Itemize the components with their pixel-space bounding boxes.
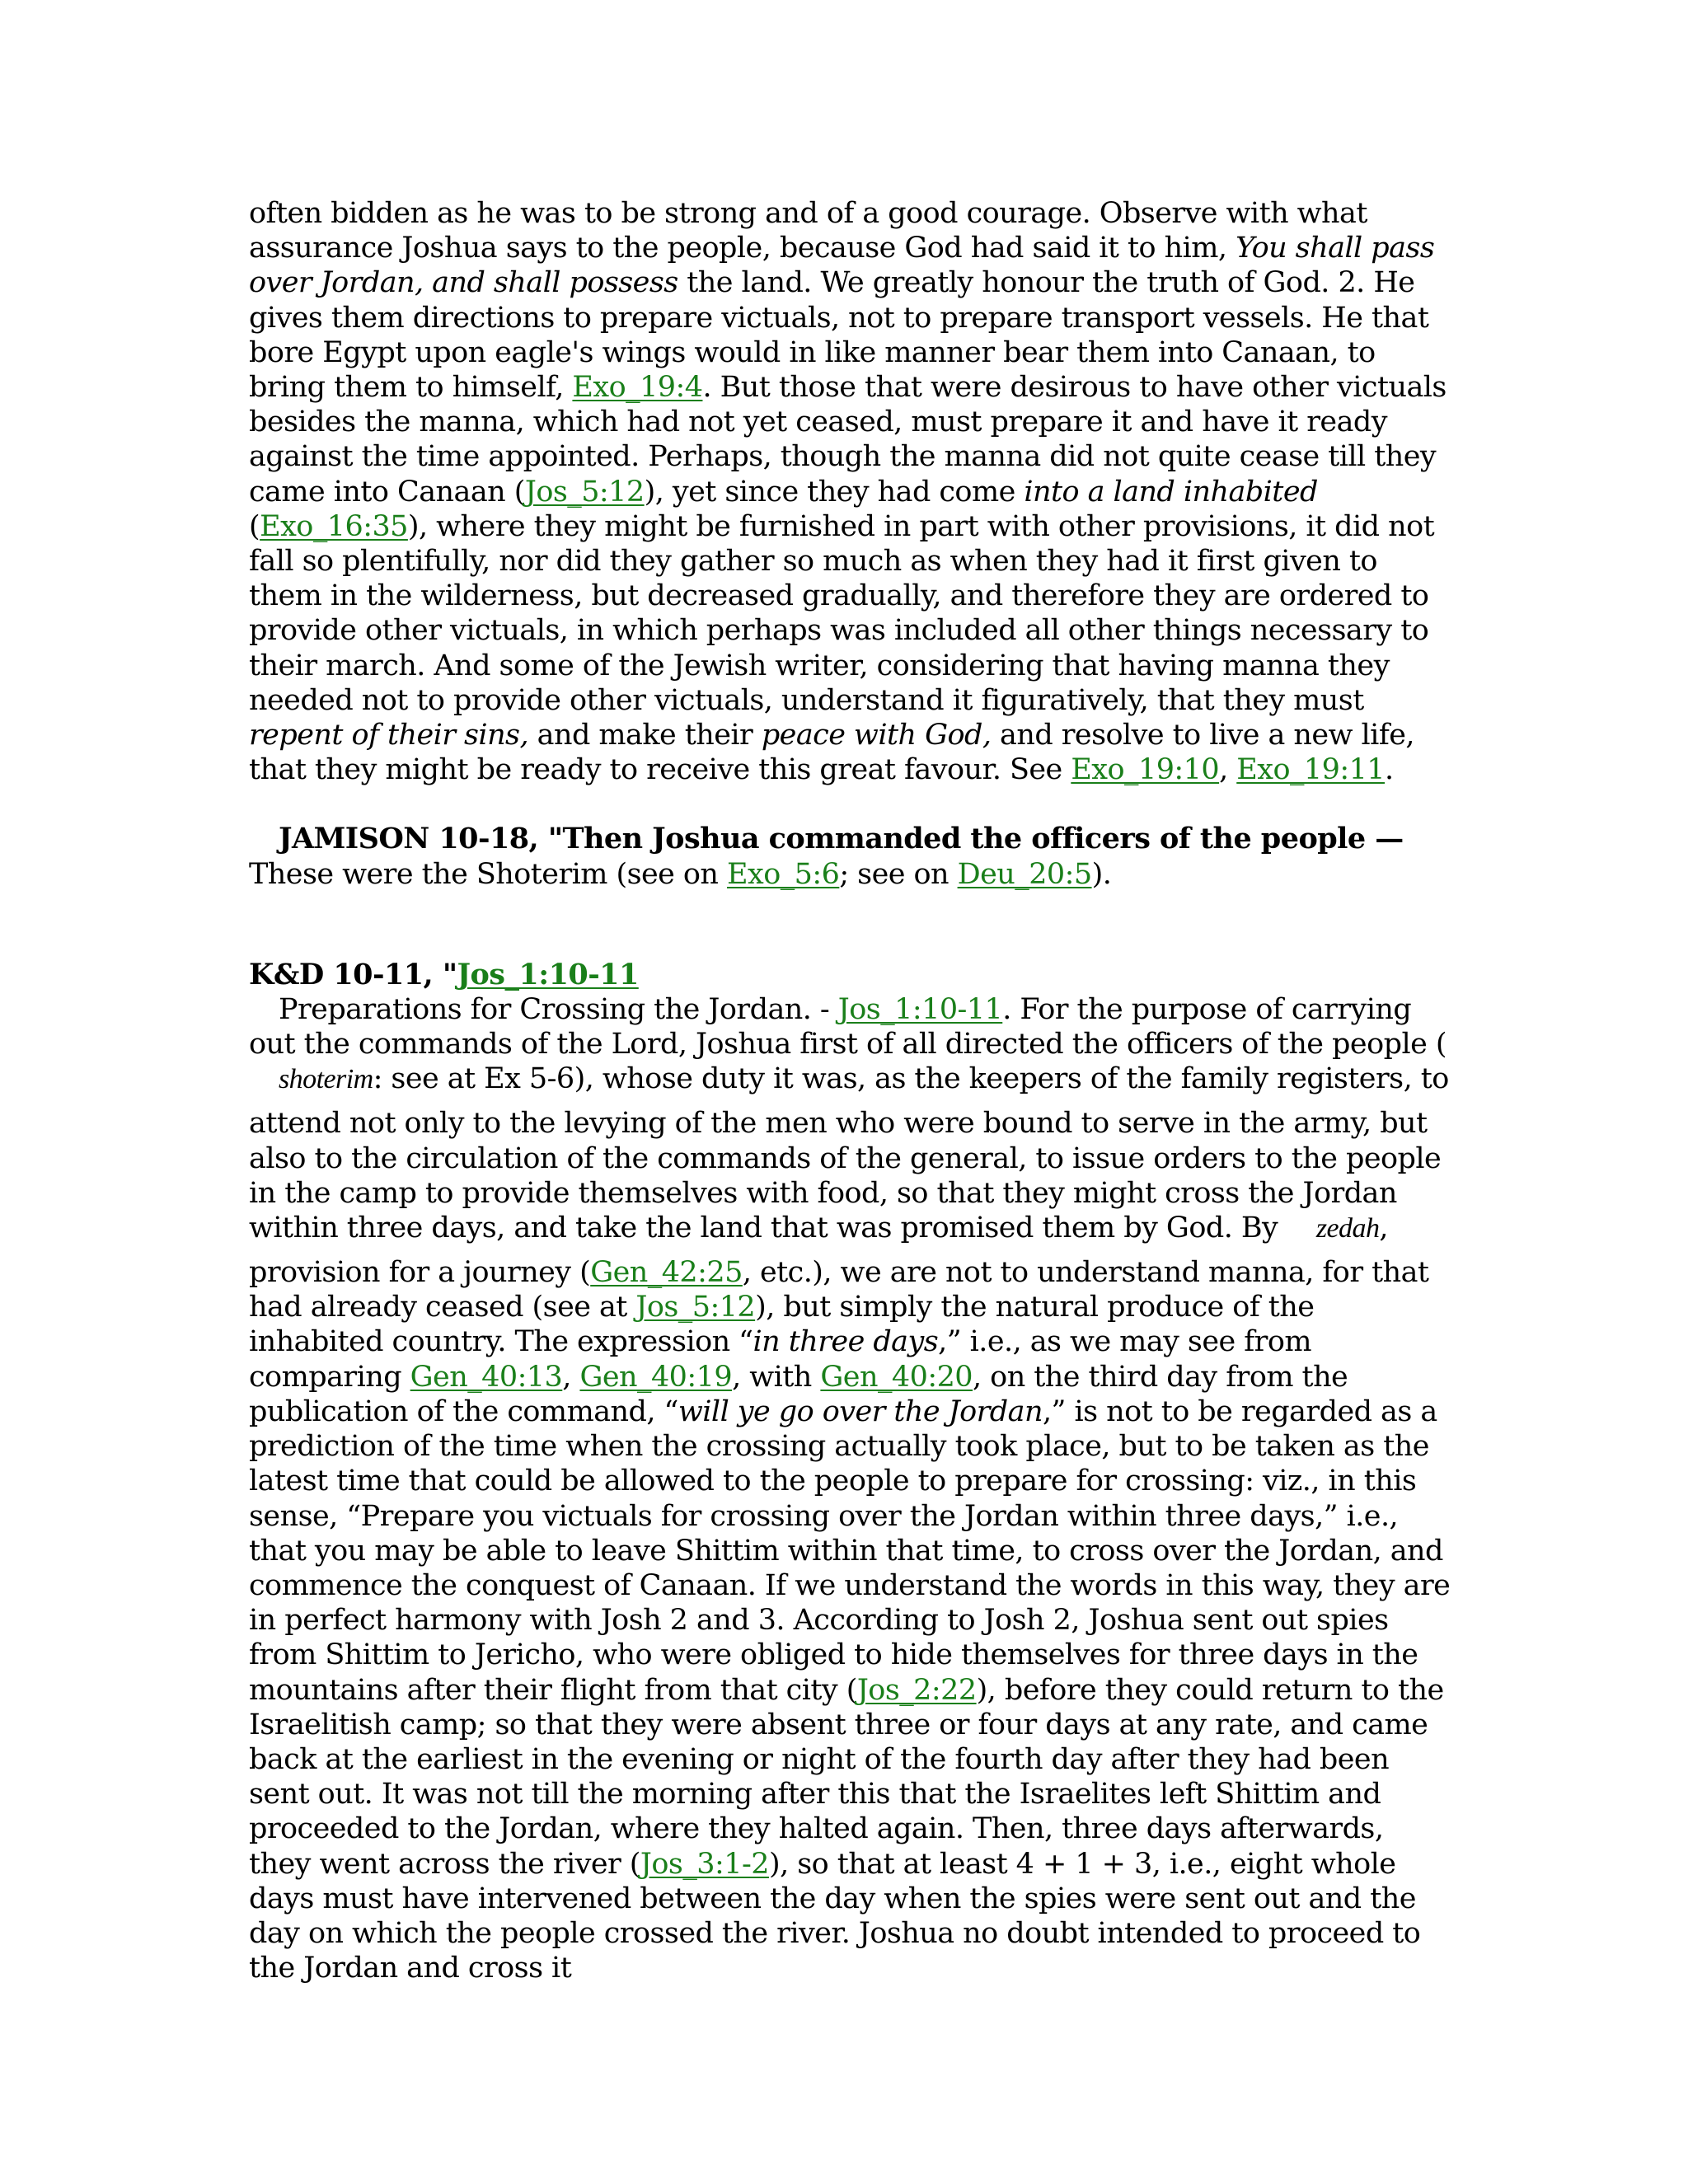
text-run: ), so that at least 4 + 1 + 3, i.e., eight whole days must have intervened between the day when the spies were sent out and the day on which the people crossed the river. Joshua no doubt intended to proceed to the Jordan and cross it	[249, 1847, 1421, 1985]
document-page	[249, 196, 1452, 1985]
scripture-link-gen-42-25[interactable]: Gen_42:25	[590, 1256, 743, 1290]
scripture-link-exo-5-6[interactable]: Exo_5:6	[727, 857, 840, 891]
text-run: ,” is not to be regarded as a prediction of the time when the crossing actually took place, but to be taken as the latest time that could be allowed to the people to prepare for crossing: viz., in this sense, “Prepare you victuals for crossing over the Jordan within three days,” i.e., that you may be able to leave Shittim within that time, to cross over the Jordan, and commence the conquest of Canaan. If we understand the words in this way, they are in perfect harmony with Josh 2 and 3. According to Josh 2, Joshua sent out spies from Shittim to Jericho, who were obliged to hide themselves for three days in the mountains after their flight from that city (	[249, 1394, 1451, 1707]
scripture-link-gen-40-20[interactable]: Gen_40:20	[820, 1360, 973, 1394]
text-run: : see at Ex 5-6), whose duty it was, as the keepers of the family registers, to attend not only to the levying of the men who were bound to serve in the army, but also to the circulation of the commands of the general, to issue orders to the people in the camp to provide themselves with food, so that they might cross the Jordan within three days, and take the land that was promised them by God. By	[249, 1062, 1449, 1245]
text-run: ,	[1219, 753, 1237, 787]
kd-heading	[249, 958, 1452, 992]
italic-run: in three days	[753, 1325, 939, 1359]
italic-run: will ye go over the Jordan	[678, 1394, 1043, 1428]
text-run: ), but simply the natural produce of the inhabited country. The expression “	[249, 1291, 1315, 1359]
scripture-link-jos-1-10-11[interactable]: Jos_1:10-11	[837, 993, 1003, 1027]
kd-paragraph	[249, 992, 1452, 1985]
text-run: ,	[562, 1360, 580, 1394]
em-dash: —	[1365, 822, 1404, 856]
text-run: the land. We greatly honour the truth of God. 2. He gives them directions to prepare victuals, not to prepare transport vessels. He that bore Egypt upon eagle's wings would in like manner bear them into Canaan, to bring them to himself,	[249, 266, 1429, 405]
kd-heading-text: K&D 10-11, "	[249, 957, 457, 991]
text-run: These were the Shoterim (see on	[249, 857, 727, 891]
text-run: . For the purpose of carrying out the commands of the Lord, Joshua first of all directed the officers of the people (	[249, 993, 1447, 1062]
text-run: ), where they might be furnished in part with other provisions, it did not fall so plentifully, nor did they gather so much as when they had it first given to them in the wilderness, but decreased gradually, and therefore they are ordered to provide other victuals, in which perhaps was included all other things necessary to their march. And some of the Jewish writer, considering that having manna they needed not to provide other victuals, understand it figuratively, that they must	[249, 509, 1435, 717]
text-run: (	[249, 509, 260, 543]
scripture-link-gen-40-13[interactable]: Gen_40:13	[410, 1360, 563, 1394]
text-run: ), yet since they had come	[644, 475, 1025, 509]
text-run: ,” i.e., as we may see from comparing	[249, 1325, 1311, 1394]
italic-run: peace with God,	[761, 719, 992, 752]
text-run: , with	[732, 1360, 821, 1394]
hebrew-term-shoterim: shoterim	[279, 1064, 373, 1095]
jamison-heading: JAMISON 10-18, "Then Joshua commanded the officers of the people	[279, 822, 1366, 856]
scripture-link-jos-2-22[interactable]: Jos_2:22	[856, 1673, 977, 1707]
text-run: often bidden as he was to be strong and of a good courage. Observe with what assurance Joshua says to the people, because God had said it to him,	[249, 197, 1367, 265]
text-run: .	[1385, 753, 1394, 787]
text-run: ).	[1091, 857, 1112, 891]
scripture-link-exo-19-11[interactable]: Exo_19:11	[1236, 753, 1386, 787]
text-run: , provision for a journey (	[249, 1212, 1388, 1290]
text-run: . But those that were desirous to have other victuals besides the manna, which had not yet ceased, must prepare it and have it ready against the time appointed. Perhaps, though the manna did not quite cease till they came into Canaan (	[249, 371, 1447, 509]
italic-run: repent of their sins,	[249, 719, 529, 752]
text-run: and make their	[528, 719, 762, 752]
scripture-link-exo-19-4[interactable]: Exo_19:4	[572, 371, 703, 405]
scripture-link-jos-3-1-2[interactable]: Jos_3:1-2	[640, 1847, 769, 1881]
hebrew-term-zedah: zedah	[1315, 1213, 1380, 1244]
italic-run: into a land inhabited	[1024, 475, 1318, 509]
scripture-link-jos-5-12[interactable]: Jos_5:12	[524, 475, 645, 509]
text-run: ), before they could return to the Israelitish camp; so that they were absent three or four days at any rate, and came back at the earliest in the evening or night of the fourth day after they had been sent out. It was not till the morning after this that the Israelites left Shittim and proceeded to the Jordan, where they halted again. Then, three days afterwards, they went across the river (	[249, 1673, 1444, 1881]
text-run: , etc.), we are not to understand manna, for that had already ceased (see at	[249, 1256, 1429, 1324]
italic-run: You shall pass over Jordan, and shall possess	[249, 232, 1435, 300]
text-run: and resolve to live a new life, that they might be ready to receive this great favour. See	[249, 719, 1414, 787]
text-run: , on the third day from the publication of the command, “	[249, 1360, 1348, 1428]
scripture-link-exo-16-35[interactable]: Exo_16:35	[260, 509, 408, 543]
scripture-link-jos-5-12[interactable]: Jos_5:12	[635, 1291, 756, 1324]
text-run: ; see on	[839, 857, 958, 891]
scripture-link-deu-20-5[interactable]: Deu_20:5	[957, 857, 1092, 891]
henry-paragraph	[249, 196, 1452, 787]
scripture-link-gen-40-19[interactable]: Gen_40:19	[579, 1360, 733, 1394]
jamison-section	[249, 822, 1452, 891]
kd-heading-link-jos-1-10-11[interactable]: Jos_1:10-11	[457, 957, 639, 991]
text-run: Preparations for Crossing the Jordan. -	[279, 993, 838, 1027]
scripture-link-exo-19-10[interactable]: Exo_19:10	[1071, 753, 1220, 787]
